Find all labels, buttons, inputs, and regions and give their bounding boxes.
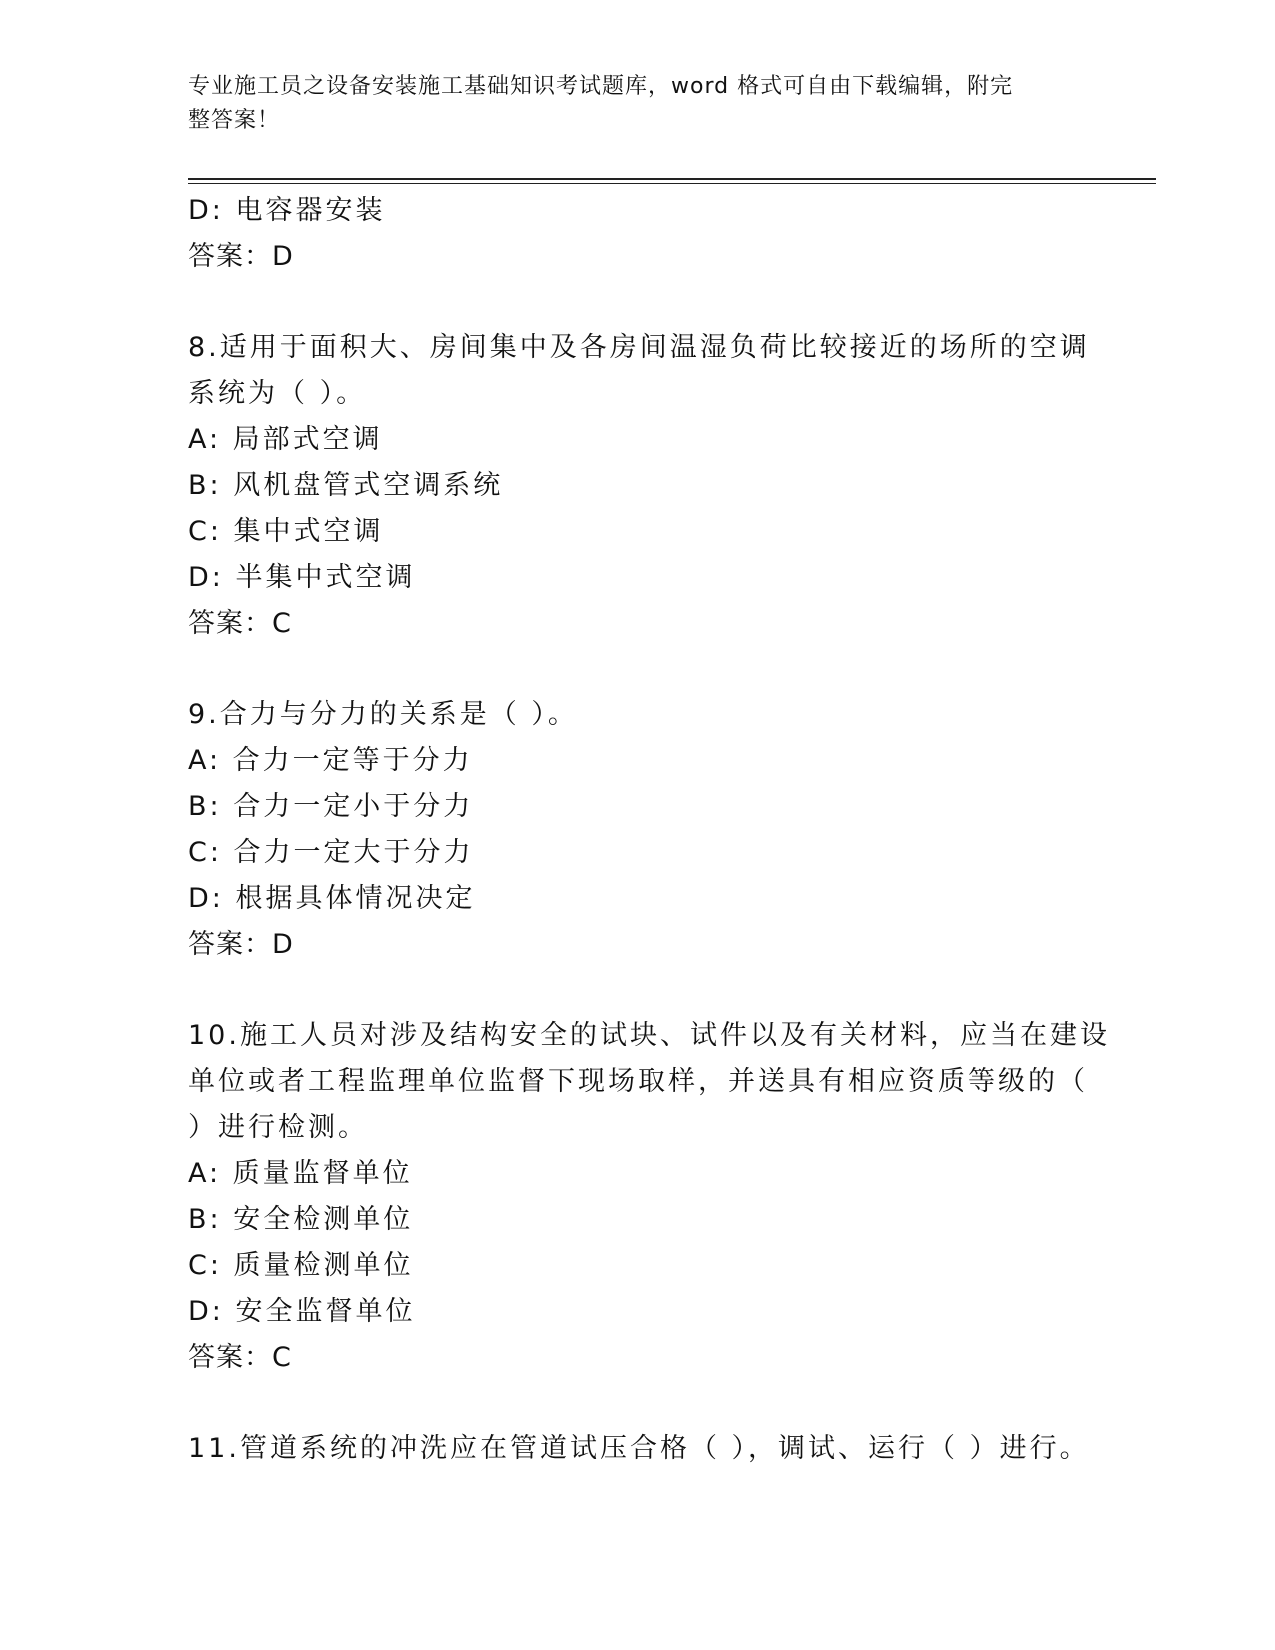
question-text: 系统为（ ）。 — [188, 378, 367, 409]
answer-line: 答案：D — [188, 241, 294, 272]
option-d: D: 根据具体情况决定 — [188, 883, 476, 914]
spacer — [188, 968, 1088, 1013]
question-9 — [188, 692, 1088, 968]
option-c: C: 集中式空调 — [188, 516, 384, 547]
option-d: D: 安全监督单位 — [188, 1296, 416, 1327]
option-b: B: 合力一定小于分力 — [188, 791, 474, 822]
question-text: ）进行检测。 — [188, 1112, 368, 1143]
question-11 — [188, 1426, 1088, 1472]
header-line-2: 整答案！ — [188, 108, 281, 133]
document-header — [188, 70, 1068, 138]
header-line-1: 专业施工员之设备安装施工基础知识考试题库，word 格式可自由下载编辑，附完 — [188, 74, 1014, 99]
option-a: A: 合力一定等于分力 — [188, 745, 473, 776]
option-c: C: 质量检测单位 — [188, 1250, 414, 1281]
option-b: B: 风机盘管式空调系统 — [188, 470, 504, 501]
question-10 — [188, 1013, 1110, 1381]
option-a: A: 局部式空调 — [188, 424, 383, 455]
answer-line: 答案：C — [188, 608, 292, 639]
question-text: 8.适用于面积大、房间集中及各房间温湿负荷比较接近的场所的空调 — [188, 332, 1090, 363]
question-8 — [188, 325, 1088, 647]
question-text: 9.合力与分力的关系是（ ）。 — [188, 699, 578, 730]
answer-line: 答案：C — [188, 1342, 292, 1373]
option-d: D: 半集中式空调 — [188, 562, 416, 593]
option-b: B: 安全检测单位 — [188, 1204, 414, 1235]
spacer — [188, 280, 1088, 325]
header-divider-thick — [188, 178, 1156, 180]
header-divider-thin — [188, 183, 1156, 184]
option-a: A: 质量监督单位 — [188, 1158, 413, 1189]
option-c: C: 合力一定大于分力 — [188, 837, 474, 868]
question-text: 单位或者工程监理单位监督下现场取样，并送具有相应资质等级的（ — [188, 1066, 1088, 1097]
question-text: 11.管道系统的冲洗应在管道试压合格（ ），调试、运行（ ）进行。 — [188, 1433, 1090, 1464]
spacer — [188, 647, 1088, 692]
question-list — [188, 188, 1110, 1472]
option-d: D: 电容器安装 — [188, 195, 386, 226]
question-text: 10.施工人员对涉及结构安全的试块、试件以及有关材料，应当在建设 — [188, 1020, 1110, 1051]
answer-line: 答案：D — [188, 929, 294, 960]
spacer — [188, 1381, 1088, 1426]
